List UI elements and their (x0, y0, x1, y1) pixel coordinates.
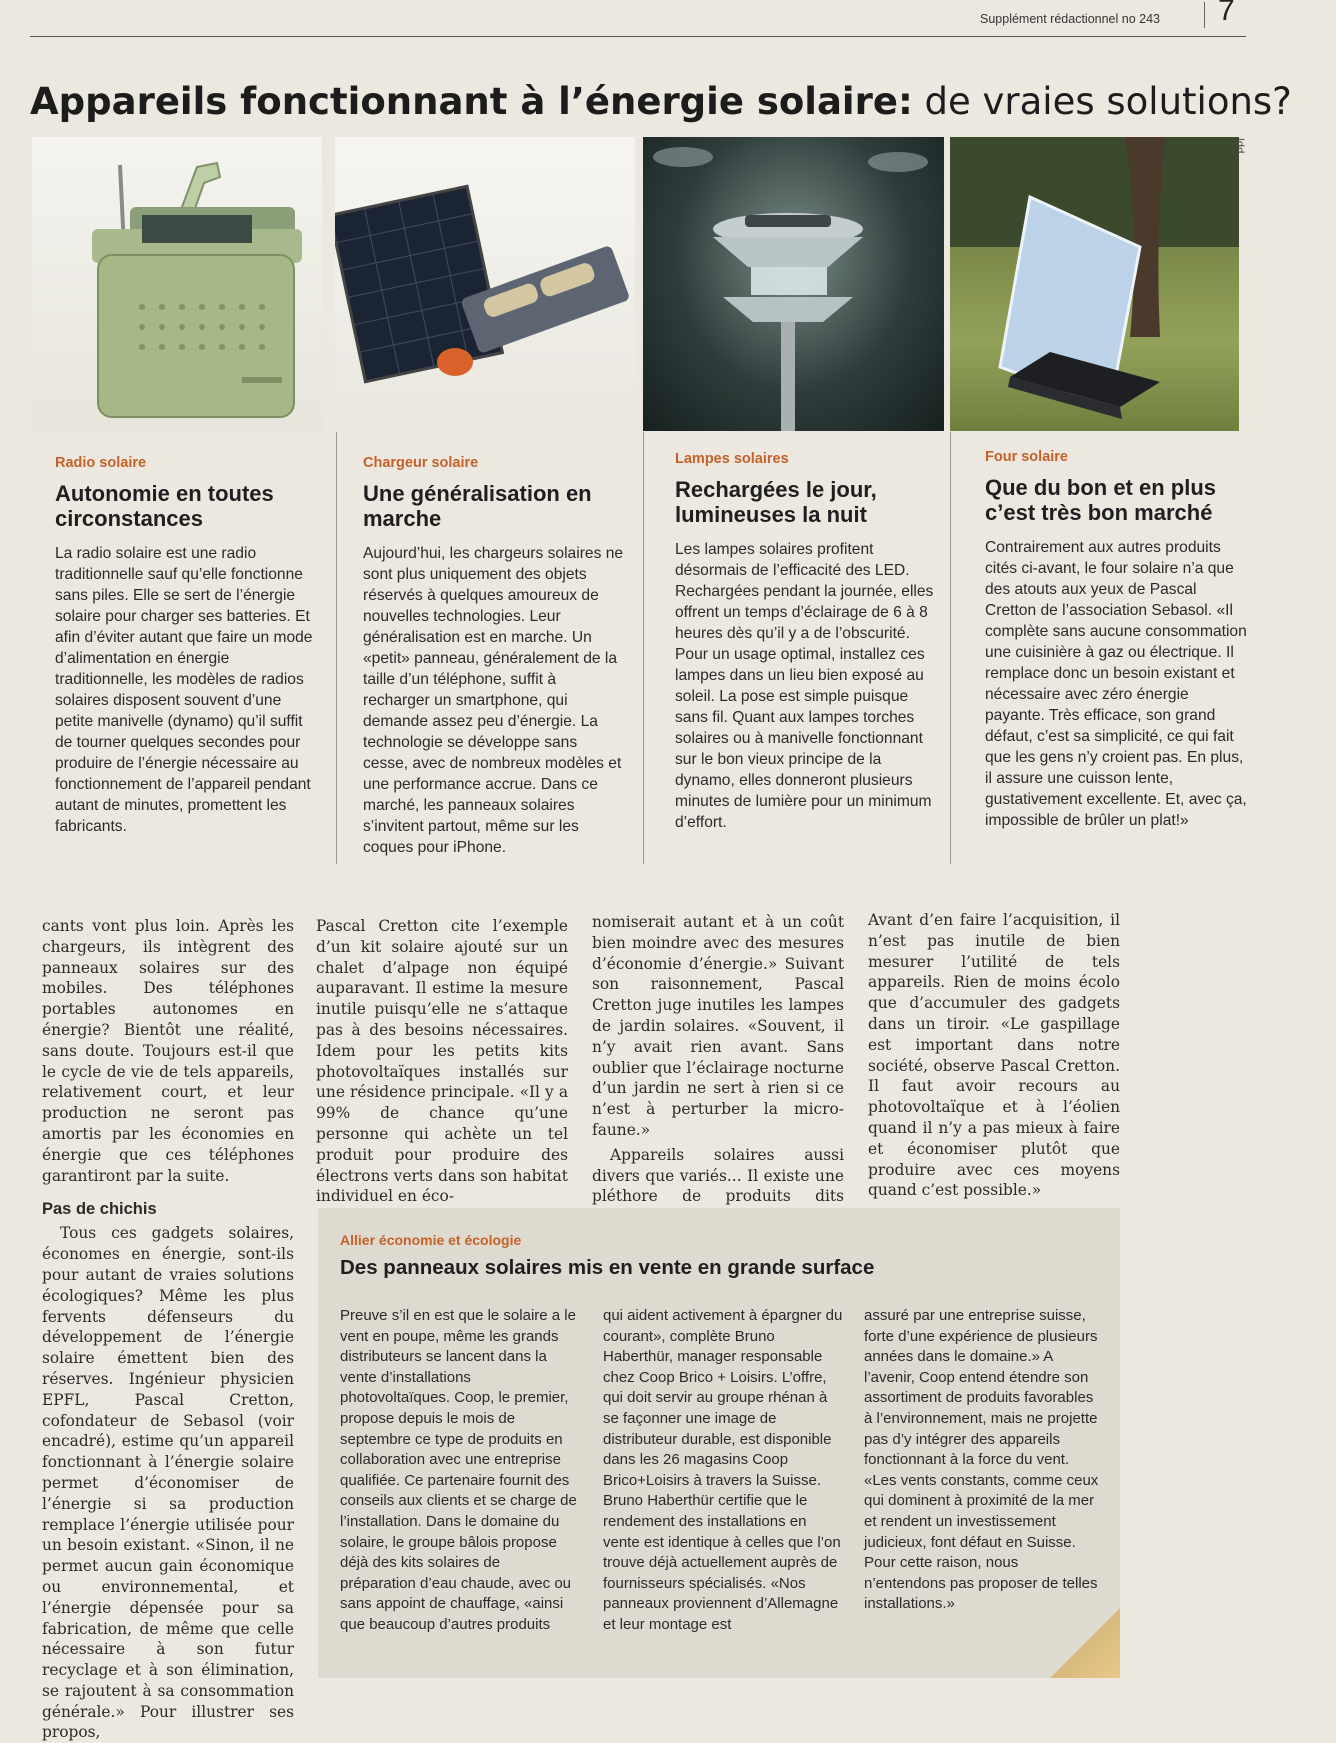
supplement-number: Supplément rédactionnel no 243 (980, 12, 1160, 26)
box-column-2: qui aident activement à épargner du courant», complète Bruno Haberthür, manager responsable chez Coop Brico + Loisirs. L’offre, qui doit servir au groupe rhénan à se façonner une image de distributeur durable, est disponible dans les 26 magasins Coop Brico+Loisirs à travers la Suisse. Bruno Haberthür certifie que le rendement des installations en vente est identique à celles que l’on trouve déjà actuellement auprès de fournisseurs spécialisés. «Nos panneaux proviennent d’Allemagne et leur montage est (603, 1307, 843, 1633)
article-text: Pascal Cretton cite l’exemple d’un kit solaire ajouté sur un chalet d’alpage non équipé auparavant. Il estime la mesure inutile puisqu’elle ne s’attaque pas à des besoins nécessaires. Idem pour les petits kits photovoltaïques installés sur une résidence principale. «Il y a 99% de chance qu’une personne qui achète un tel produit pour produire des électrons verts dans son habitat individuel en éco- (316, 917, 568, 1206)
header-rule (30, 36, 1246, 37)
product-radio (55, 455, 317, 837)
headline-light: de vraies solutions? (912, 80, 1292, 123)
article-text: Avant d’en faire l’acquisition, il n’est pas inutile de bien mesurer l’utilité de tels appareils. Rien de moins écolo que d’accumuler des gadgets dans un tiroir. «Le gaspillage est important dans notre société, observe Pascal Cretton. Il faut avoir recours au photovoltaïque et à l’éolien quand il n’y a pas mieux à faire et économiser plutôt que produire avec ces moyens quand c’est possible.» (868, 911, 1120, 1200)
product-body: Les lampes solaires profitent désormais de l’efficacité des LED. Rechargées pendant la journée, elles offrent un temps d’éclairage de 6 à 8 heures dès qu’il y a de l’obscurité. Pour un usage optimal, installez ces lampes dans un lieu bien exposé au soleil. La pose est simple puisque sans fil. Quant aux lampes torches solaires ou à manivelle fonctionnant sur le bon vieux principe de la dynamo, elles donneront plusieurs minutes de lumière pour un minimum d’effort. (675, 541, 934, 831)
product-kicker: Four solaire (985, 449, 1068, 465)
product-lamps (675, 451, 937, 833)
article-text: cants vont plus loin. Après les chargeurs, ils intègrent des panneaux solaires sur des mobiles. Des téléphones portables autonomes en énergie? Bientôt une réalité, sans doute. Toujours est-il que le cycle de vie de tels appareils, relativement court, et leur production ne seront pas amortis par les économies en énergie que ces téléphones garantiront par la suite. (42, 917, 294, 1185)
article-text: Appareils solaires aussi divers que variés... Il existe une pléthore de produits dits (592, 1145, 844, 1206)
box-column-1: Preuve s’il en est que le solaire a le vent en poupe, même les grands distributeurs se lancent dans la vente d’installations photovoltaïques. Coop, le premier, propose depuis le mois de septembre ce type de produits en collaboration avec une entreprise qualifiée. Ce partenaire fournit des conseils aux clients et se charge de l’installation. Dans le domaine du solaire, le groupe bâlois propose déjà des kits solaires de préparation d’eau chaude, avec ou sans appoint de chauffage, «ainsi que beaucoup d’autres produits (340, 1307, 577, 1633)
article-column-1 (42, 916, 294, 1743)
product-charger (363, 455, 625, 858)
article-subhead: Pas de chichis (42, 1200, 157, 1219)
page-fold-corner (1050, 1608, 1120, 1678)
product-title: Une généralisation en marche (363, 481, 592, 531)
product-body: Contrairement aux autres produits cités ci-avant, le four solaire n’a que des atouts aux yeux de Pascal Cretton de l’association Sebasol. «Il complète sans aucune consommation une cuisinière à gaz ou électrique. Il remplace donc un besoin existant et nécessaire avec zéro énergie payante. Très efficace, son grand défaut, c’est sa simplicité, ce qui fait que les gens n’y croient pas. En plus, il assure une cuisson lente, gustativement excellente. Et, avec ça, impossible de brûler un plat!» (985, 539, 1247, 829)
product-body: Aujourd’hui, les chargeurs solaires ne sont plus uniquement des objets réservés à quelques amoureux de nouvelles technologies. Leur généralisation est en marche. Un «petit» panneau, généralement de la taille d’un téléphone, suffit à recharger un smartphone, qui demande assez peu d’énergie. La technologie se développe sans cesse, avec de nombreux modèles et une performance accrue. Dans ce marché, les panneaux solaires s’invitent partout, même sur les coques pour iPhone. (363, 545, 624, 856)
article-column-2 (316, 916, 568, 1207)
box-kicker: Allier économie et écologie (340, 1232, 522, 1248)
solar-lamps-photo (643, 137, 944, 431)
product-kicker: Chargeur solaire (363, 455, 479, 471)
product-title: Autonomie en toutes circonstances (55, 481, 274, 531)
box-title: Des panneaux solaires mis en vente en grande surface (340, 1256, 875, 1279)
product-kicker: Radio solaire (55, 455, 147, 471)
headline-bold: Appareils fonctionnant à l’énergie solaire: (30, 80, 913, 123)
article-column-3 (592, 912, 844, 1228)
product-title: Rechargées le jour, lumineuses la nuit (675, 477, 877, 527)
solar-radio-photo (32, 137, 322, 431)
column-divider (643, 432, 644, 864)
solar-oven-photo (950, 137, 1239, 431)
product-title: Que du bon et en plus c’est très bon marché (985, 475, 1216, 525)
photo-credit: ldd (1234, 138, 1245, 154)
article-column-4 (868, 910, 1120, 1201)
page-number: 7 (1218, 0, 1235, 27)
page-number-divider (1204, 2, 1205, 28)
product-oven (985, 449, 1247, 831)
product-body: La radio solaire est une radio traditionnelle sauf qu’elle fonctionne sans piles. Elle se sert de l’énergie solaire pour charger ses batteries. Et afin d’éviter autant que faire un mode d’alimentation en énergie traditionnelle, les modèles de radios solaires disposent souvent d’une petite manivelle (dynamo) qu’il suffit de tourner quelques secondes pour produire de l’énergie nécessaire au fonctionnement de l’appareil pendant autant de minutes, promettent les fabricants. (55, 545, 313, 835)
solar-charger-photo (335, 137, 635, 431)
article-text: nomiserait autant et à un coût bien moindre avec des mesures d’économie d’énergie.» Suivant son raisonnement, Pascal Cretton juge inutiles les lampes de jardin solaires. «Souvent, il n’y avait rien avant. Sans oublier que l’éclairage nocturne d’un jardin ne sert à rien si ce n’est à perturber la micro-faune.» (592, 913, 844, 1139)
box-column-3: assuré par une entreprise suisse, forte d’une expérience de plusieurs années dans le domaine.» A l’avenir, Coop entend étendre son assortiment de produits favorables à l’environnement, mais ne projette pas d’y intégrer des appareils fonctionnant à la force du vent. «Les vents constants, comme ceux qui dominent à proximité de la mer et rendent un investissement judicieux, font défaut en Suisse. Pour cette raison, nous n’entendons pas proposer de telles installations.» (864, 1307, 1099, 1613)
product-kicker: Lampes solaires (675, 451, 789, 467)
column-divider (336, 432, 337, 864)
column-divider (950, 432, 951, 864)
headline (30, 78, 1310, 126)
article-text: Tous ces gadgets solaires, économes en énergie, sont-ils pour autant de vraies solutions écologiques? Même les plus fervents défenseurs du développement de l’énergie solaire émettent bien des réserves. Ingénieur physicien EPFL, Pascal Cretton, cofondateur de Sebasol (voir encadré), estime qu’un appareil fonctionnant à l’énergie solaire permet d’économiser de l’énergie si sa production remplace l’énergie utilisée pour un besoin existant. «Sinon, il ne permet aucun gain économique ou environnemental, et l’énergie dépensée pour sa fabrication, de même que celle nécessaire à son futur recyclage et à son élimination, se rajoutent à sa consommation générale.» Pour illustrer ses propos, (42, 1224, 294, 1742)
